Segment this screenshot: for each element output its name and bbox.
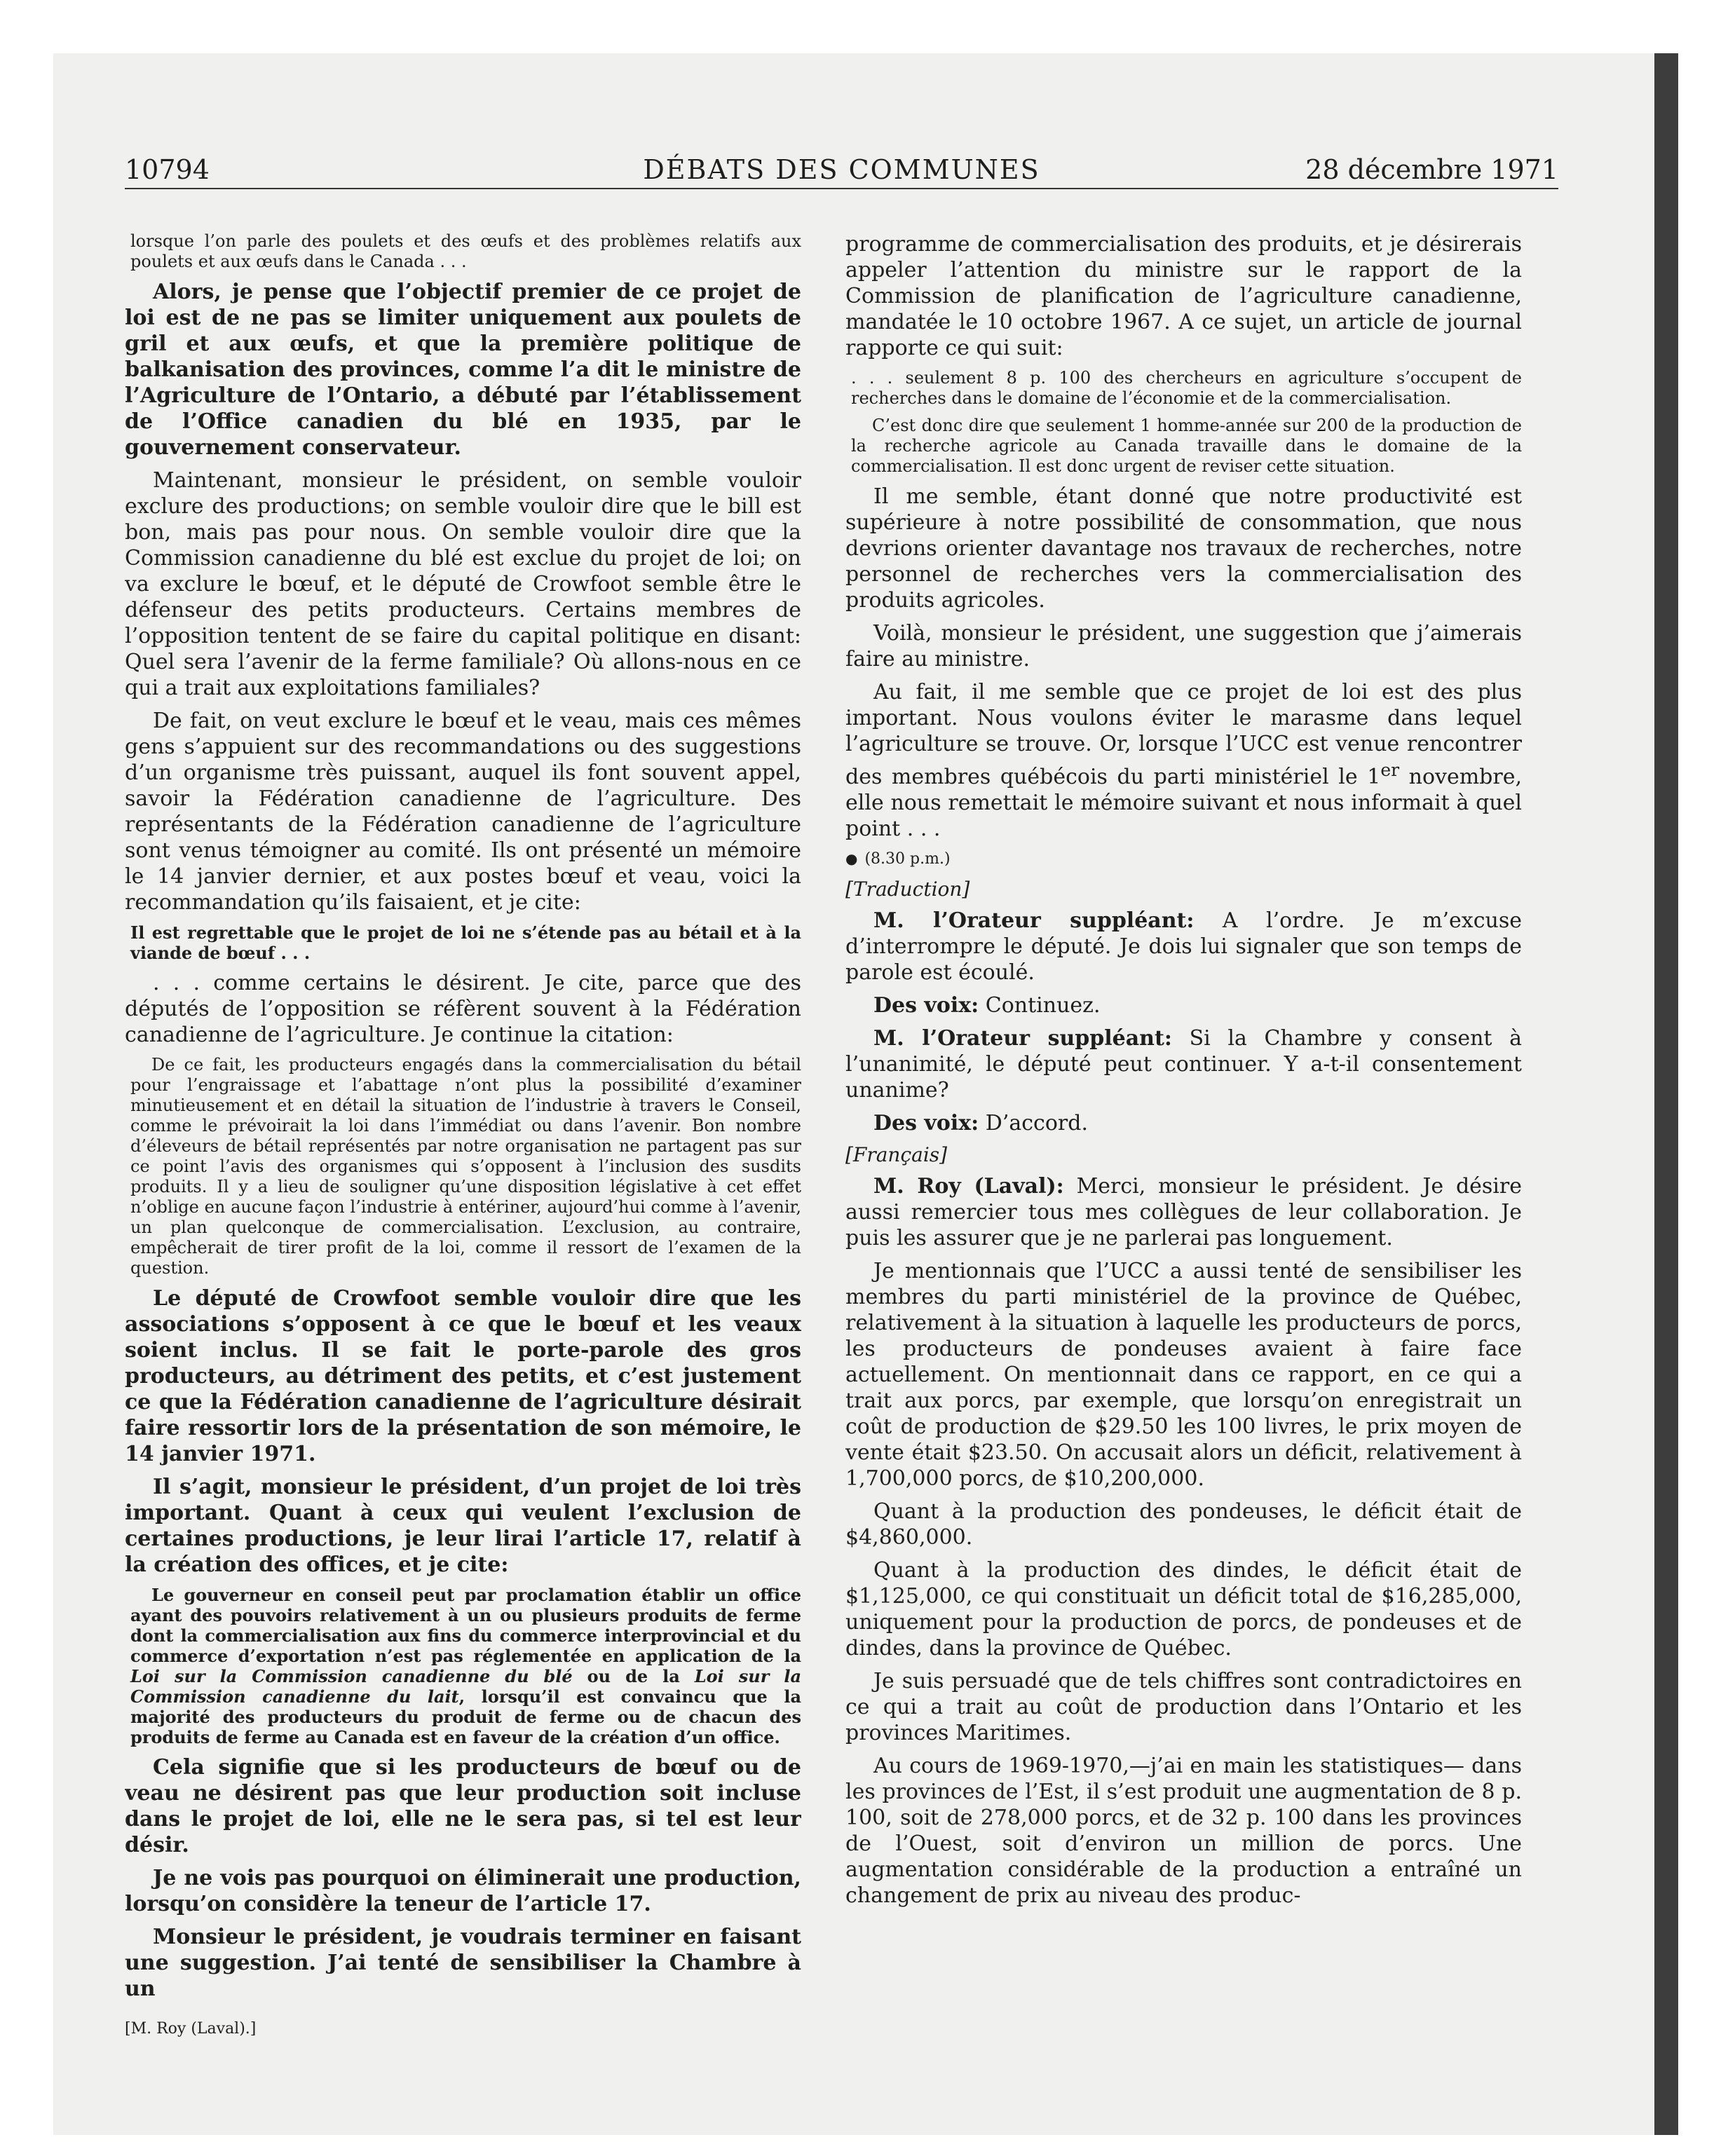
paragraph: Voilà, monsieur le président, une suggestion que j’aimerais faire au ministre. bbox=[845, 621, 1522, 671]
block-quote-article-17 bbox=[130, 1585, 801, 1747]
paragraph: Quant à la production des pondeuses, le déficit était de $4,860,000. bbox=[845, 1499, 1522, 1550]
section-label-traduction: [Traduction] bbox=[845, 878, 970, 901]
paragraph: Le député de Crowfoot semble vouloir dire que les associations s’opposent à ce que le bœuf et les veaux soient inclus. Il se fait le porte-parole des gros producteurs, au détriment des petits, et c’est justement ce que la Fédération canadienne de l’agriculture désirait faire ressortir lors de la présentation de son mémoire, le 14 janvier 1971. bbox=[125, 1286, 801, 1466]
speech-paragraph bbox=[845, 1173, 1522, 1251]
time-text: (8.30 p.m.) bbox=[864, 850, 951, 868]
paragraph: De fait, on veut exclure le bœuf et le veau, mais ces mêmes gens s’appuient sur des recommandations ou des suggestions d’un organisme très puissant, auquel ils font souvent appel, savoir la Fédération canadienne de l’agriculture. Des représentants de la Fédération canadienne de l’agriculture sont venus témoigner au comité. Ils ont présenté un mémoire le 14 janvier dernier, et aux postes bœuf et veau, voici la recommandation qu’ils faisaient, et je cite: bbox=[125, 709, 801, 915]
page-date: 28 décembre 1971 bbox=[1305, 154, 1558, 185]
paragraph: Alors, je pense que l’objectif premier de ce projet de loi est de ne pas se limiter uniquement aux poulets de gril et aux œufs, et que la première politique de balkanisation des provinces, comme l’a dit le ministre de l’Agriculture de l’Ontario, a débuté par l’établissement de l’Office canadien du blé en 1935, par le gouvernement conservateur. bbox=[125, 280, 801, 460]
speech-paragraph bbox=[845, 992, 1522, 1018]
paragraph: . . . comme certains le désirent. Je cite, parce que des députés de l’opposition se réfèrent souvent à la Fédération canadienne de l’agriculture. Je continue la citation: bbox=[125, 971, 801, 1047]
speaker-name: M. l’Orateur suppléant: bbox=[873, 908, 1195, 933]
speaker-name: Des voix: bbox=[873, 993, 979, 1018]
paragraph bbox=[845, 679, 1522, 842]
speech-paragraph bbox=[845, 1025, 1522, 1103]
paragraph: Au cours de 1969-1970,—j’ai en main les statistiques— dans les provinces de l’Est, il s’est produit une augmentation de 8 p. 100, soit de 278,000 porcs, et de 32 p. 100 dans les provinces de l’Ouest, soit d’environ un million de porcs. Une augmentation considérable de la production a entraîné un changement de prix au niveau des produc- bbox=[845, 1754, 1522, 1908]
paragraph-text: Au fait, il me semble que ce projet de loi est des plus important. Nous voulons éviter le marasme dans lequel l’agriculture se trouve. Or, lorsque l’UCC est venue rencontrer des membres québécois du parti ministériel le 1 bbox=[845, 680, 1522, 789]
page-header bbox=[125, 147, 1558, 189]
block-quote: De ce fait, les producteurs engagés dans la commercialisation du bétail pour l’engraissage et l’abattage n’ont plus la possibilité d’examiner minutieusement et en détail la situation de l’industrie à travers le Conseil, comme le prévoirait la loi dans l’immédiat ou dans l’avenir. Bon nombre d’éleveurs de bétail représentés par notre organisation ne partagent pas sur ce point l’avis des organismes qui s’opposent à l’inclusion des susdits produits. Il y a lieu de souligner qu’une disposition législative à cet effet n’oblige en aucune façon l’industrie à entériner, aujourd’hui comme à l’avenir, un plan quelconque de commercialisation. L’exclusion, au contraire, empêcherait de tirer profit de la loi, comme il ressort de l’examen de la question. bbox=[130, 1055, 801, 1278]
speech-text: Si la Chambre y consent à l’unanimité, le député peut continuer. Y a-t-il consentement unanime? bbox=[845, 1026, 1522, 1103]
scan-edge-shadow bbox=[1654, 53, 1678, 2135]
bullet-icon: ● bbox=[845, 850, 858, 867]
paragraph: Je suis persuadé que de tels chiffres sont contradictoires en ce qui a trait au coût de production dans l’Ontario et les provinces Maritimes. bbox=[845, 1669, 1522, 1745]
speech-paragraph bbox=[845, 908, 1522, 985]
speech-text: D’accord. bbox=[979, 1111, 1088, 1135]
speaker-name: Des voix: bbox=[873, 1111, 979, 1135]
paragraph: Je ne vois pas pourquoi on éliminerait une production, lorsqu’on considère la teneur de l’article 17. bbox=[125, 1866, 801, 1916]
time-stamp bbox=[845, 850, 1522, 868]
law-title: Loi sur la Commission canadienne du blé bbox=[130, 1666, 573, 1686]
quote-text: ou de la bbox=[572, 1666, 695, 1686]
paragraph: Monsieur le président, je voudrais terminer en faisant une suggestion. J’ai tenté de sensibiliser la Chambre à un bbox=[125, 1925, 801, 2001]
speaker-name: M. Roy (Laval): bbox=[873, 1174, 1064, 1199]
speaker-signature: [M. Roy (Laval).] bbox=[125, 2020, 257, 2038]
right-column bbox=[845, 231, 1522, 2068]
law-title: Loi sur la Commission canadienne du lait bbox=[130, 1666, 801, 1707]
block-quote: C’est donc dire que seulement 1 homme-année sur 200 de la production de la recherche agricole au Canada travaille dans le domaine de la commercialisation. Il est donc urgent de reviser cette situation. bbox=[851, 416, 1522, 476]
speech-paragraph bbox=[845, 1110, 1522, 1136]
block-quote: . . . seulement 8 p. 100 des chercheurs en agriculture s’occupent de recherches dans le domaine de l’économie et de la commercialisation. bbox=[851, 368, 1522, 408]
left-column bbox=[125, 231, 801, 2068]
paragraph-text: novembre, elle nous remettait le mémoire suivant et nous informait à quel point . . . bbox=[845, 765, 1522, 841]
quote-continued: lorsque l’on parle des poulets et des œufs et des problèmes relatifs aux poulets et aux œufs dans le Canada . . . bbox=[130, 231, 801, 271]
page-number: 10794 bbox=[125, 154, 210, 185]
quote-text: Le gouverneur en conseil peut par proclamation établir un office ayant des pouvoirs relativement à un ou plusieurs produits de ferme dont la commercialisation aux fins du commerce interprovincial et du commerce d’exportation n’est pas réglementée en application de la bbox=[130, 1585, 801, 1666]
paragraph: programme de commercialisation des produits, et je désirerais appeler l’attention du ministre sur le rapport de la Commission de planification de l’agriculture canadienne, mandatée le 10 octobre 1967. A ce sujet, un article de journal rapporte ce qui suit: bbox=[845, 232, 1522, 360]
paragraph: Quant à la production des dindes, le déficit était de $1,125,000, ce qui constituait un déficit total de $16,285,000, uniquement pour la production de porcs, de pondeuses et de dindes, dans la province de Québec. bbox=[845, 1558, 1522, 1660]
paragraph: Il me semble, étant donné que notre productivité est supérieure à notre possibilité de consommation, que nous devrions orienter davantage nos travaux de recherches, notre personnel de recherches vers la commercialisation des produits agricoles. bbox=[845, 484, 1522, 613]
superscript: er bbox=[1380, 760, 1400, 780]
paragraph: Il s’agit, monsieur le président, d’un projet de loi très important. Quant à ceux qui veulent l’exclusion de certaines productions, je leur lirai l’article 17, relatif à la création des offices, et je cite: bbox=[125, 1475, 801, 1577]
paragraph: Je mentionnais que l’UCC a aussi tenté de sensibiliser les membres du parti ministériel de la province de Québec, relativement à la situation à laquelle les producteurs de porcs, les producteurs de pondeuses avaient à faire face actuellement. On mentionnait dans ce rapport, en ce qui a trait aux porcs, par exemple, que lorsqu’on enregistrait un coût de production de $29.50 les 100 livres, le prix moyen de vente était $23.50. On accusait alors un déficit, relativement à 1,700,000 porcs, de $10,200,000. bbox=[845, 1259, 1522, 1491]
paragraph: Cela signifie que si les producteurs de bœuf ou de veau ne désirent pas que leur production soit incluse dans le projet de loi, elle ne le sera pas, si tel est leur désir. bbox=[125, 1755, 801, 1857]
quote-text: , lorsqu’il est convaincu que la majorité des producteurs du produit de ferme ou de chacun des produits de ferme au Canada est en faveur de la création d’un office. bbox=[130, 1686, 801, 1747]
section-label-francais: [Français] bbox=[845, 1143, 948, 1166]
paragraph: Maintenant, monsieur le président, on semble vouloir exclure des productions; on semble vouloir dire que le bill est bon, mais pas pour nous. On semble vouloir dire que la Commission canadienne du blé est exclue du projet de loi; on va exclure le bœuf, et le député de Crowfoot semble être le défenseur des petits producteurs. Certains membres de l’opposition tentent de se faire du capital politique en disant: Quel sera l’avenir de la ferme familiale? Où allons-nous en ce qui a trait aux exploitations familiales? bbox=[125, 468, 801, 700]
block-quote: Il est regrettable que le projet de loi ne s’étende pas au bétail et à la viande de bœuf . . . bbox=[130, 922, 801, 963]
speaker-name: M. l’Orateur suppléant: bbox=[873, 1026, 1172, 1051]
speech-text: Merci, monsieur le président. Je désire aussi remercier tous mes collègues de leur collaboration. Je puis les assurer que je ne parlerai pas longuement. bbox=[845, 1174, 1522, 1250]
speech-text: A l’ordre. Je m’excuse d’interrompre le député. Je dois lui signaler que son temps de parole est écoulé. bbox=[845, 908, 1522, 985]
speech-text: Continuez. bbox=[979, 993, 1101, 1018]
publication-title: DÉBATS DES COMMUNES bbox=[643, 154, 1040, 185]
